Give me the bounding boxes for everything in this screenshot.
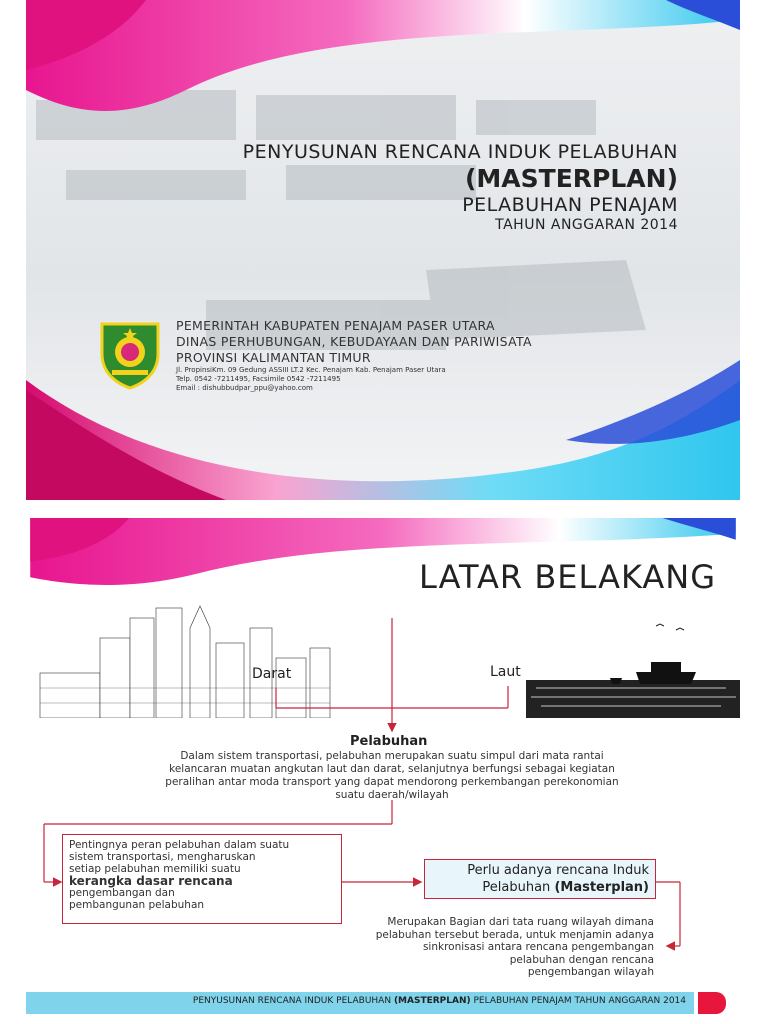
cover-slide bbox=[26, 0, 740, 500]
masterplan-need-line2 bbox=[431, 879, 649, 896]
cover-background bbox=[26, 0, 740, 500]
importance-line1: Pentingnya peran pelabuhan dalam suatu bbox=[69, 839, 290, 851]
masterplan-need-line1: Perlu adanya rencana Induk bbox=[467, 863, 649, 878]
regency-crest-icon bbox=[98, 318, 162, 390]
importance-line3: setiap pelabuhan memiliki suatu bbox=[69, 863, 241, 875]
spatial-note bbox=[326, 916, 654, 979]
importance-line4: kerangka dasar rencana bbox=[69, 874, 233, 888]
masterplan-need-box bbox=[424, 859, 656, 899]
footer-bar bbox=[26, 992, 694, 1014]
background-slide bbox=[26, 518, 740, 1024]
label-laut: Laut bbox=[490, 664, 521, 680]
footer-part2: (MASTERPLAN) bbox=[393, 996, 471, 1006]
slide-heading: LATAR BELAKANG bbox=[419, 558, 716, 596]
cover-title-line3: PELABUHAN PENAJAM bbox=[462, 194, 678, 216]
pelabuhan-desc-line1: Dalam sistem transportasi, pelabuhan merupakan suatu simpul dari mata rantai bbox=[180, 750, 604, 762]
footer-text bbox=[193, 996, 686, 1006]
pelabuhan-desc-line4: suatu daerah/wilayah bbox=[335, 789, 449, 801]
cover-title-year: TAHUN ANGGARAN 2014 bbox=[495, 217, 678, 233]
pelabuhan-desc-line2: kelancaran muatan angkutan laut dan darat, selanjutnya berfungsi sebagai kegiatan bbox=[169, 763, 615, 775]
sea-boat-image bbox=[526, 602, 740, 718]
spatial-note-line1: Merupakan Bagian dari tata ruang wilayah dimana bbox=[387, 916, 654, 928]
footer-part1: PENYUSUNAN RENCANA INDUK PELABUHAN bbox=[192, 996, 392, 1006]
cover-title-block bbox=[243, 140, 678, 234]
importance-box bbox=[62, 834, 342, 924]
masterplan-need-word: Pelabuhan bbox=[482, 880, 551, 895]
importance-line2: sistem transportasi, mengharuskan bbox=[69, 851, 256, 863]
cover-organization bbox=[176, 318, 532, 393]
pelabuhan-title: Pelabuhan bbox=[350, 734, 428, 749]
importance-line6: pembangunan pelabuhan bbox=[69, 899, 205, 911]
org-address: Jl. PropinsiKm. 09 Gedung ASSIII LT.2 Kec. Penajam Kab. Penajam Paser Utara bbox=[176, 366, 446, 374]
label-darat: Darat bbox=[252, 666, 292, 682]
org-line-regency: PEMERINTAH KABUPATEN PENAJAM PASER UTARA bbox=[176, 318, 495, 333]
spatial-note-line4: pelabuhan dengan rencana bbox=[509, 953, 654, 966]
pelabuhan-description bbox=[122, 750, 662, 802]
importance-line5: pengembangan dan bbox=[69, 887, 175, 899]
masterplan-need-bold: (Masterplan) bbox=[554, 880, 649, 895]
org-line-department: DINAS PERHUBUNGAN, KEBUDAYAAN DAN PARIWISATA bbox=[176, 334, 532, 349]
city-skyline-image bbox=[30, 598, 350, 718]
pelabuhan-desc-line3: peralihan antar moda transport yang dapat mendorong perkembangan perekonomian bbox=[165, 776, 619, 788]
spatial-note-line5: pengembangan wilayah bbox=[527, 966, 654, 978]
cover-title-masterplan: (MASTERPLAN) bbox=[465, 164, 678, 193]
footer-accent-tab bbox=[698, 992, 726, 1014]
org-phone: Telp. 0542 -7211495, Facsimile 0542 -7211495 bbox=[176, 375, 341, 383]
spatial-note-line2: pelabuhan tersebut berada, untuk menjamin adanya bbox=[375, 928, 654, 941]
spatial-note-line3: sinkronisasi antara rencana pengembangan bbox=[422, 941, 654, 953]
footer-part3: PELABUHAN PENAJAM TAHUN ANGGARAN 2014 bbox=[473, 996, 686, 1006]
org-email: Email : dishubbudpar_ppu@yahoo.com bbox=[176, 384, 313, 392]
org-line-province: PROVINSI KALIMANTAN TIMUR bbox=[176, 350, 371, 365]
cover-title-line1: PENYUSUNAN RENCANA INDUK PELABUHAN bbox=[242, 141, 678, 163]
